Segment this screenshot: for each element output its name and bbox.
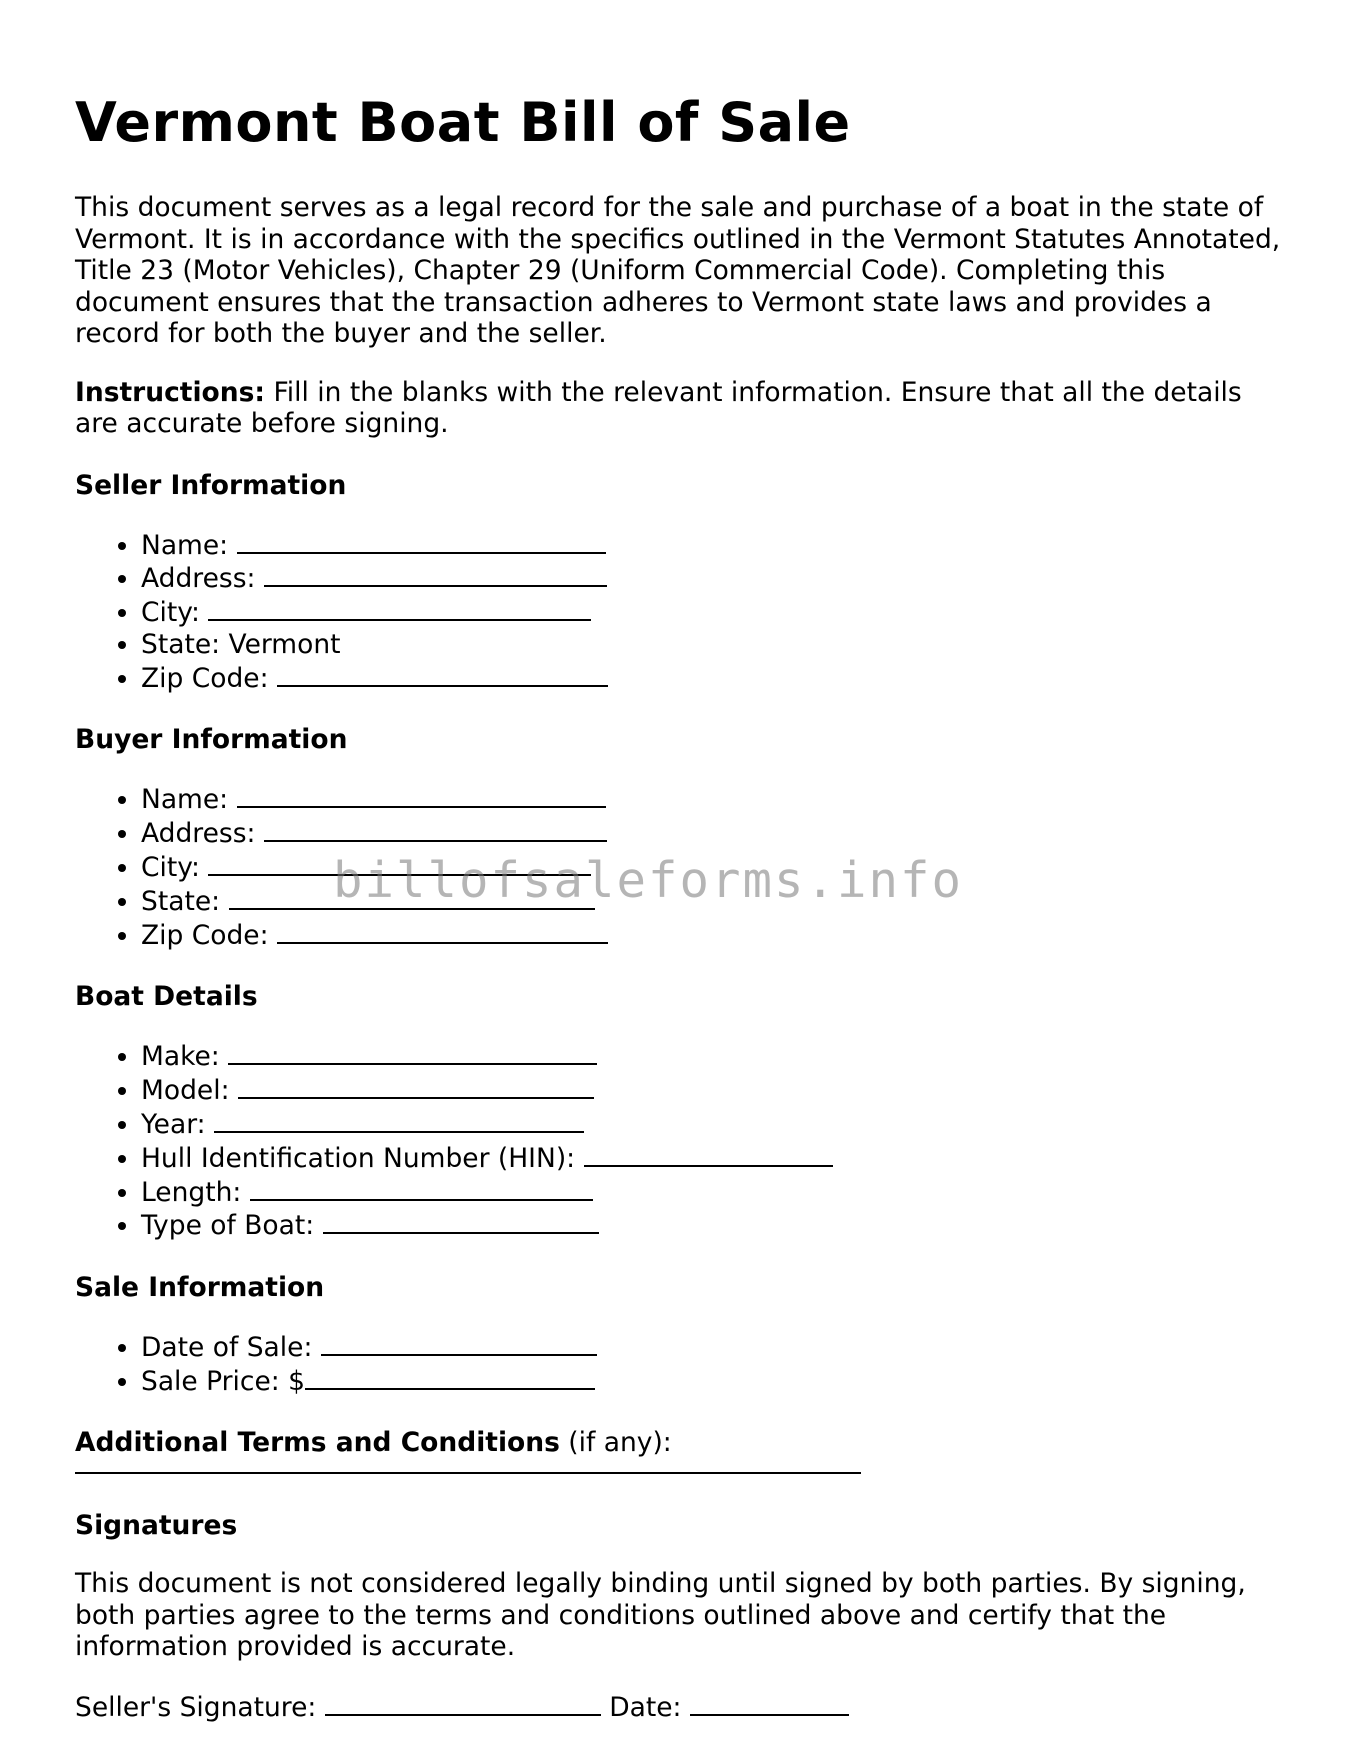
list-item (141, 1039, 1285, 1073)
seller-city-field[interactable] (208, 595, 591, 621)
list-item (141, 1073, 1285, 1107)
boat-make-label: Make: (141, 1041, 229, 1073)
terms-paragraph (75, 1427, 1285, 1459)
list-item (141, 1208, 1285, 1242)
sale-date-label: Date of Sale: (141, 1332, 321, 1364)
seller-name-label: Name: (141, 529, 237, 561)
page-title: Vermont Boat Bill of Sale (75, 91, 851, 154)
boat-year-label: Year: (141, 1109, 214, 1141)
boat-make-field[interactable] (228, 1039, 597, 1065)
boat-year-field[interactable] (214, 1107, 584, 1133)
list-item (141, 528, 1285, 562)
boat-model-label: Model: (141, 1075, 238, 1107)
seller-signature-field[interactable] (325, 1690, 601, 1716)
list-item (141, 1175, 1285, 1209)
boat-type-field[interactable] (323, 1208, 599, 1234)
boat-hin-field[interactable] (584, 1141, 833, 1167)
buyer-name-field[interactable] (237, 782, 606, 808)
terms-field[interactable] (75, 1458, 861, 1474)
boat-type-label: Type of Boat: (141, 1210, 323, 1242)
boat-length-field[interactable] (250, 1175, 593, 1201)
terms-suffix: (if any): (559, 1426, 672, 1458)
intro-paragraph: This document serves as a legal record for the sale and purchase of a boat in the state of Vermont. It is in accordance with the specifics outlined in the Vermont Statutes Annotated, Title 23 (Motor Vehicles), Chapter 29 (Uniform Commercial Code). Completing this document ensures that the transaction adheres to Vermont state laws and provides a record for both the buyer and the seller. (75, 192, 1281, 349)
list-item (141, 595, 1285, 629)
seller-name-field[interactable] (237, 528, 606, 554)
instructions-text: Fill in the blanks with the relevant information. Ensure that all the details are accurate before signing. (75, 376, 1242, 439)
instructions-label: Instructions: (75, 376, 266, 408)
list-item (141, 629, 1285, 661)
buyer-address-field[interactable] (264, 816, 607, 842)
seller-address-field[interactable] (264, 561, 607, 587)
sale-price-field[interactable] (305, 1364, 595, 1390)
list-item (141, 1141, 1285, 1175)
seller-city-label: City: (141, 597, 209, 629)
seller-signature-label: Seller's Signature: (75, 1691, 325, 1723)
terms-label: Additional Terms and Conditions (75, 1426, 560, 1458)
boat-model-field[interactable] (238, 1073, 594, 1099)
boat-list (75, 1039, 1285, 1242)
buyer-zip-label: Zip Code: (141, 919, 277, 951)
list-item (141, 1364, 1285, 1398)
sale-date-field[interactable] (321, 1330, 597, 1356)
seller-signature-line (75, 1690, 1285, 1724)
buyer-city-label: City: (141, 852, 209, 884)
signature-date-label: Date: (600, 1691, 690, 1723)
boat-heading: Boat Details (75, 981, 258, 1013)
seller-state-text: State: Vermont (141, 628, 341, 660)
buyer-heading: Buyer Information (75, 724, 348, 756)
watermark-text: billofsaleforms.info (333, 852, 964, 909)
list-item (141, 918, 1285, 952)
buyer-name-label: Name: (141, 784, 237, 816)
seller-list (75, 528, 1285, 695)
list-item (141, 1330, 1285, 1364)
list-item (141, 1107, 1285, 1141)
signature-date-field[interactable] (690, 1690, 849, 1716)
instructions-paragraph (75, 377, 1285, 440)
buyer-zip-field[interactable] (277, 918, 608, 944)
seller-zip-field[interactable] (277, 661, 608, 687)
buyer-address-label: Address: (141, 818, 264, 850)
list-item (141, 816, 1285, 850)
list-item (141, 782, 1285, 816)
buyer-state-label: State: (141, 885, 229, 917)
boat-hin-label: Hull Identification Number (HIN): (141, 1142, 584, 1174)
sale-heading: Sale Information (75, 1272, 325, 1304)
seller-address-label: Address: (141, 563, 264, 595)
signatures-paragraph: This document is not considered legally binding until signed by both parties. By signing, both parties agree to the terms and conditions outlined above and certify that the information provided is accurate. (75, 1568, 1246, 1663)
list-item (141, 661, 1285, 695)
seller-zip-label: Zip Code: (141, 662, 277, 694)
sale-list (75, 1330, 1285, 1398)
signatures-heading: Signatures (75, 1510, 238, 1542)
sale-price-label: Sale Price: $ (141, 1366, 306, 1398)
list-item (141, 561, 1285, 595)
seller-heading: Seller Information (75, 469, 347, 501)
boat-length-label: Length: (141, 1176, 250, 1208)
